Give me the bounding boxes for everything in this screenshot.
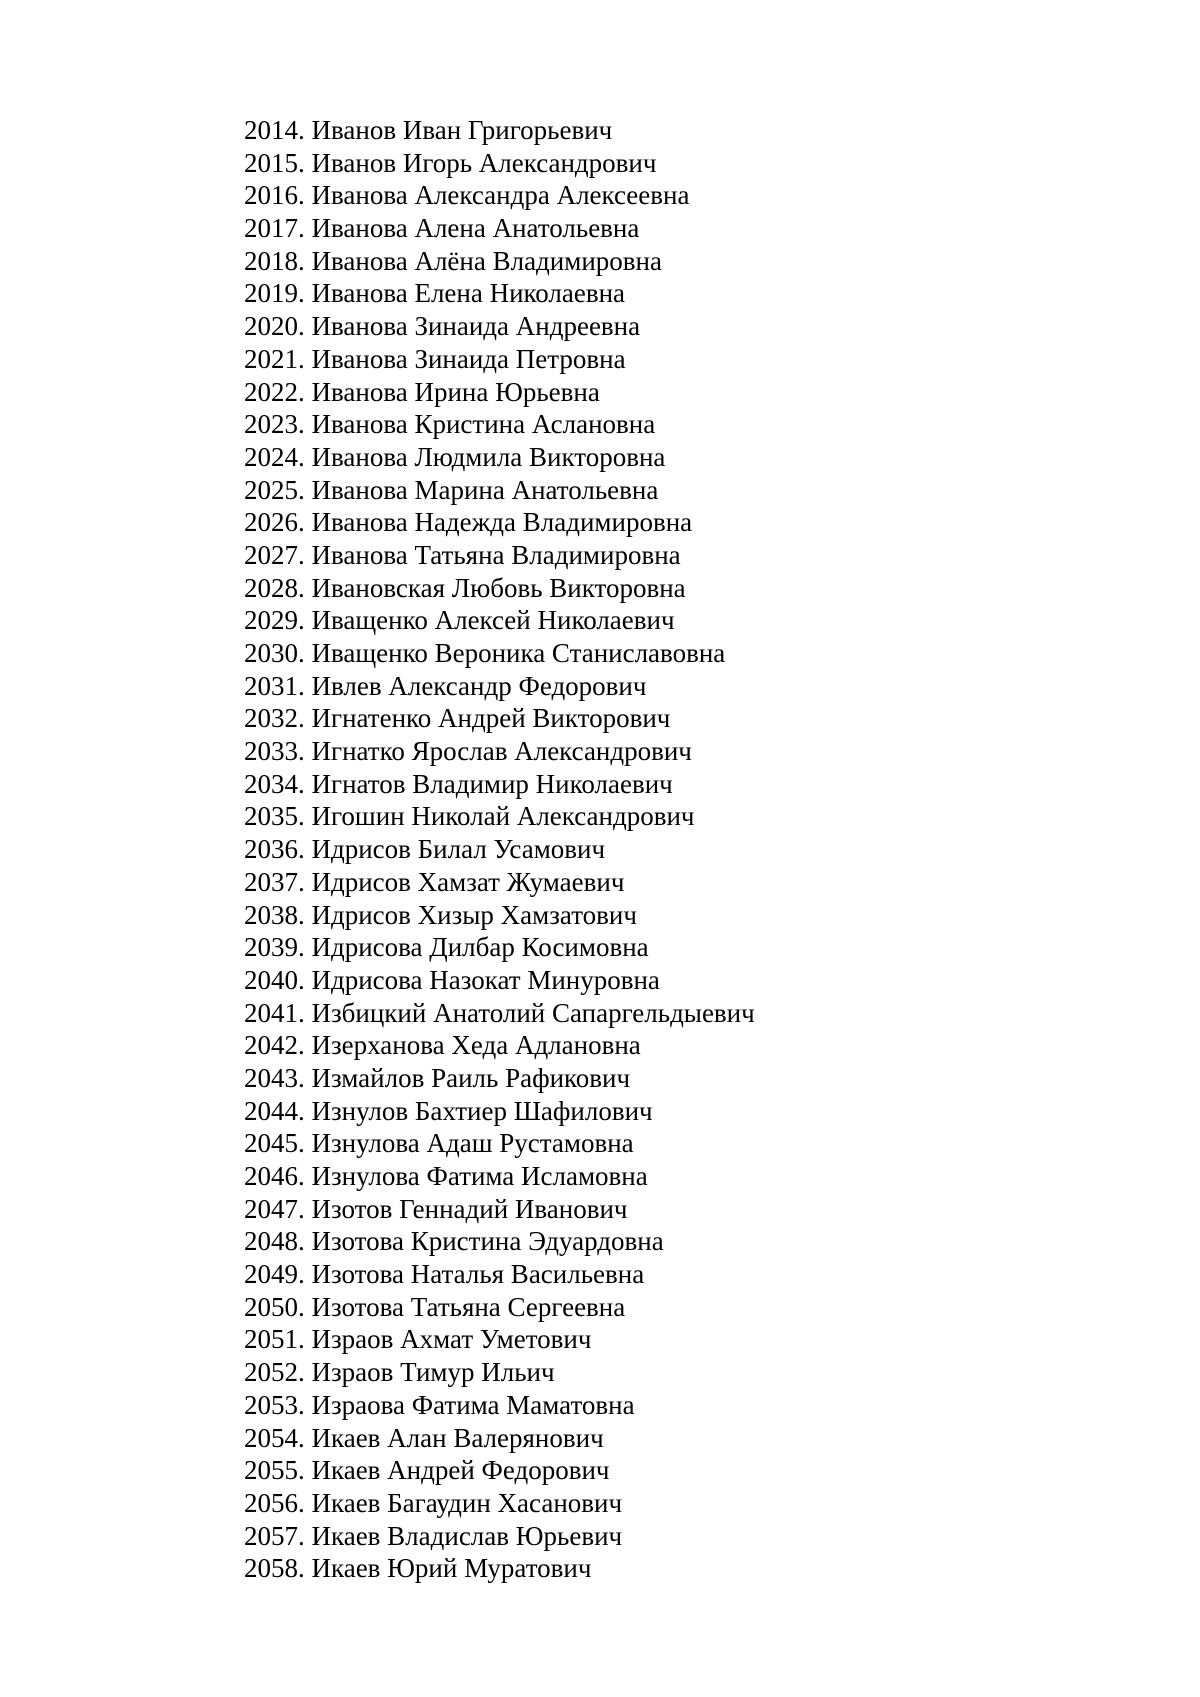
list-item (244, 670, 755, 703)
list-item (244, 1193, 755, 1226)
list-item (244, 408, 755, 441)
entry-number: 2053. (244, 1389, 305, 1420)
entry-number: 2044. (244, 1095, 305, 1126)
entry-name: Идрисов Хамзат Жумаевич (311, 866, 625, 897)
list-item (244, 1291, 755, 1324)
entry-name: Измайлов Раиль Рафикович (311, 1062, 631, 1093)
list-item (244, 899, 755, 932)
list-item (244, 474, 755, 507)
entry-number: 2056. (244, 1487, 305, 1518)
entry-number: 2052. (244, 1357, 305, 1388)
entry-number: 2058. (244, 1553, 305, 1584)
entry-number: 2051. (244, 1324, 305, 1355)
entry-name: Иванова Зинаида Андреевна (311, 311, 641, 342)
entry-name: Идрисова Дилбар Косимовна (311, 932, 649, 963)
entry-name: Иванова Надежда Владимировна (311, 507, 693, 538)
list-item (244, 147, 755, 180)
entry-name: Икаев Багаудин Хасанович (311, 1487, 623, 1518)
entry-number: 2035. (244, 801, 305, 832)
entry-name: Ивлев Александр Федорович (311, 670, 647, 701)
list-item (244, 245, 755, 278)
entry-name: Идрисов Билал Усамович (311, 834, 606, 865)
list-item (244, 506, 755, 539)
list-item (244, 1356, 755, 1389)
list-item (244, 1454, 755, 1487)
list-item (244, 376, 755, 409)
entry-number: 2023. (244, 409, 305, 440)
list-item (244, 277, 755, 310)
entry-name: Изерханова Хеда Адлановна (311, 1030, 641, 1061)
entry-name: Иванова Татьяна Владимировна (311, 539, 681, 570)
entry-number: 2017. (244, 213, 305, 244)
entry-name: Икаев Алан Валерянович (311, 1422, 604, 1453)
entry-number: 2039. (244, 932, 305, 963)
entry-name: Иванова Алёна Владимировна (311, 245, 662, 276)
entry-number: 2050. (244, 1291, 305, 1322)
list-item (244, 1487, 755, 1520)
entry-number: 2031. (244, 670, 305, 701)
entry-number: 2043. (244, 1062, 305, 1093)
list-item (244, 1127, 755, 1160)
list-item (244, 114, 755, 147)
entry-number: 2042. (244, 1030, 305, 1061)
entry-number: 2048. (244, 1226, 305, 1257)
entry-name: Изнулова Фатима Исламовна (311, 1161, 648, 1191)
list-item (244, 768, 755, 801)
entry-name: Игнатенко Андрей Викторович (311, 703, 671, 734)
list-item (244, 212, 755, 245)
entry-number: 2036. (244, 834, 305, 865)
list-item (244, 833, 755, 866)
entry-name: Изотов Геннадий Иванович (311, 1193, 628, 1224)
list-item (244, 310, 755, 343)
list-item (244, 1422, 755, 1455)
name-list (244, 114, 755, 1585)
list-item (244, 179, 755, 212)
entry-number: 2014. (244, 115, 305, 145)
entry-name: Изотова Наталья Васильевна (311, 1259, 645, 1290)
entry-number: 2028. (244, 572, 305, 603)
entry-number: 2018. (244, 245, 305, 276)
entry-number: 2034. (244, 768, 305, 799)
list-item (244, 1095, 755, 1128)
list-item (244, 702, 755, 735)
entry-number: 2016. (244, 180, 305, 211)
list-item (244, 539, 755, 572)
list-item (244, 1160, 755, 1193)
entry-number: 2038. (244, 899, 305, 930)
entry-name: Иванова Людмила Викторовна (311, 441, 666, 472)
entry-name: Иванова Елена Николаевна (311, 278, 626, 309)
entry-name: Ивановская Любовь Викторовна (311, 572, 686, 603)
entry-name: Изотова Кристина Эдуардовна (311, 1226, 664, 1257)
entry-number: 2037. (244, 866, 305, 897)
entry-number: 2040. (244, 964, 305, 995)
list-item (244, 441, 755, 474)
entry-number: 2032. (244, 703, 305, 734)
entry-name: Икаев Андрей Федорович (311, 1455, 610, 1486)
entry-number: 2027. (244, 539, 305, 570)
list-item (244, 735, 755, 768)
entry-number: 2021. (244, 343, 305, 374)
list-item (244, 604, 755, 637)
entry-number: 2054. (244, 1422, 305, 1453)
entry-name: Игнатов Владимир Николаевич (311, 768, 673, 799)
entry-number: 2049. (244, 1259, 305, 1290)
entry-number: 2024. (244, 441, 305, 472)
list-item (244, 1029, 755, 1062)
entry-name: Иванова Кристина Аслановна (311, 409, 656, 440)
list-item (244, 964, 755, 997)
entry-number: 2029. (244, 605, 305, 636)
list-item (244, 800, 755, 833)
entry-number: 2019. (244, 278, 305, 309)
entry-name: Иващенко Алексей Николаевич (311, 605, 675, 636)
entry-name: Израов Тимур Ильич (311, 1357, 555, 1388)
list-item (244, 1225, 755, 1258)
entry-number: 2041. (244, 997, 305, 1028)
list-item (244, 997, 755, 1030)
entry-number: 2047. (244, 1193, 305, 1224)
entry-name: Изнулов Бахтиер Шафилович (311, 1095, 653, 1126)
entry-number: 2025. (244, 474, 305, 505)
list-item (244, 1552, 755, 1585)
entry-number: 2026. (244, 507, 305, 538)
entry-name: Икаев Юрий Муратович (311, 1553, 592, 1584)
entry-name: Игнатко Ярослав Александрович (311, 736, 692, 767)
list-item (244, 931, 755, 964)
entry-number: 2046. (244, 1161, 305, 1191)
entry-number: 2045. (244, 1128, 305, 1159)
list-item (244, 1389, 755, 1422)
entry-number: 2033. (244, 736, 305, 767)
entry-number: 2030. (244, 638, 305, 668)
list-item (244, 343, 755, 376)
entry-name: Икаев Владислав Юрьевич (311, 1520, 623, 1551)
list-item (244, 1520, 755, 1553)
entry-number: 2055. (244, 1455, 305, 1486)
entry-name: Иванова Александра Алексеевна (311, 180, 690, 211)
entry-name: Иванова Ирина Юрьевна (311, 376, 600, 407)
list-item (244, 637, 755, 670)
entry-name: Иванов Иван Григорьевич (311, 115, 613, 145)
entry-name: Изнулова Адаш Рустамовна (311, 1128, 634, 1159)
entry-name: Игошин Николай Александрович (311, 801, 695, 832)
list-item (244, 1062, 755, 1095)
entry-name: Иванов Игорь Александрович (311, 147, 657, 178)
entry-name: Израов Ахмат Уметович (311, 1324, 592, 1355)
entry-name: Израова Фатима Маматовна (311, 1389, 635, 1420)
entry-number: 2057. (244, 1520, 305, 1551)
entry-name: Избицкий Анатолий Сапаргельдыевич (311, 997, 755, 1028)
entry-number: 2020. (244, 311, 305, 342)
entry-name: Иванова Зинаида Петровна (311, 343, 626, 374)
entry-name: Изотова Татьяна Сергеевна (311, 1291, 626, 1322)
list-item (244, 866, 755, 899)
list-item (244, 1258, 755, 1291)
list-item (244, 1323, 755, 1356)
entry-name: Иващенко Вероника Станиславовна (311, 638, 726, 668)
entry-name: Иванова Алена Анатольевна (311, 213, 640, 244)
entry-name: Идрисов Хизыр Хамзатович (311, 899, 637, 930)
entry-number: 2022. (244, 376, 305, 407)
entry-number: 2015. (244, 147, 305, 178)
entry-name: Идрисова Назокат Минуровна (311, 964, 660, 995)
list-item (244, 572, 755, 605)
entry-name: Иванова Марина Анатольевна (311, 474, 659, 505)
